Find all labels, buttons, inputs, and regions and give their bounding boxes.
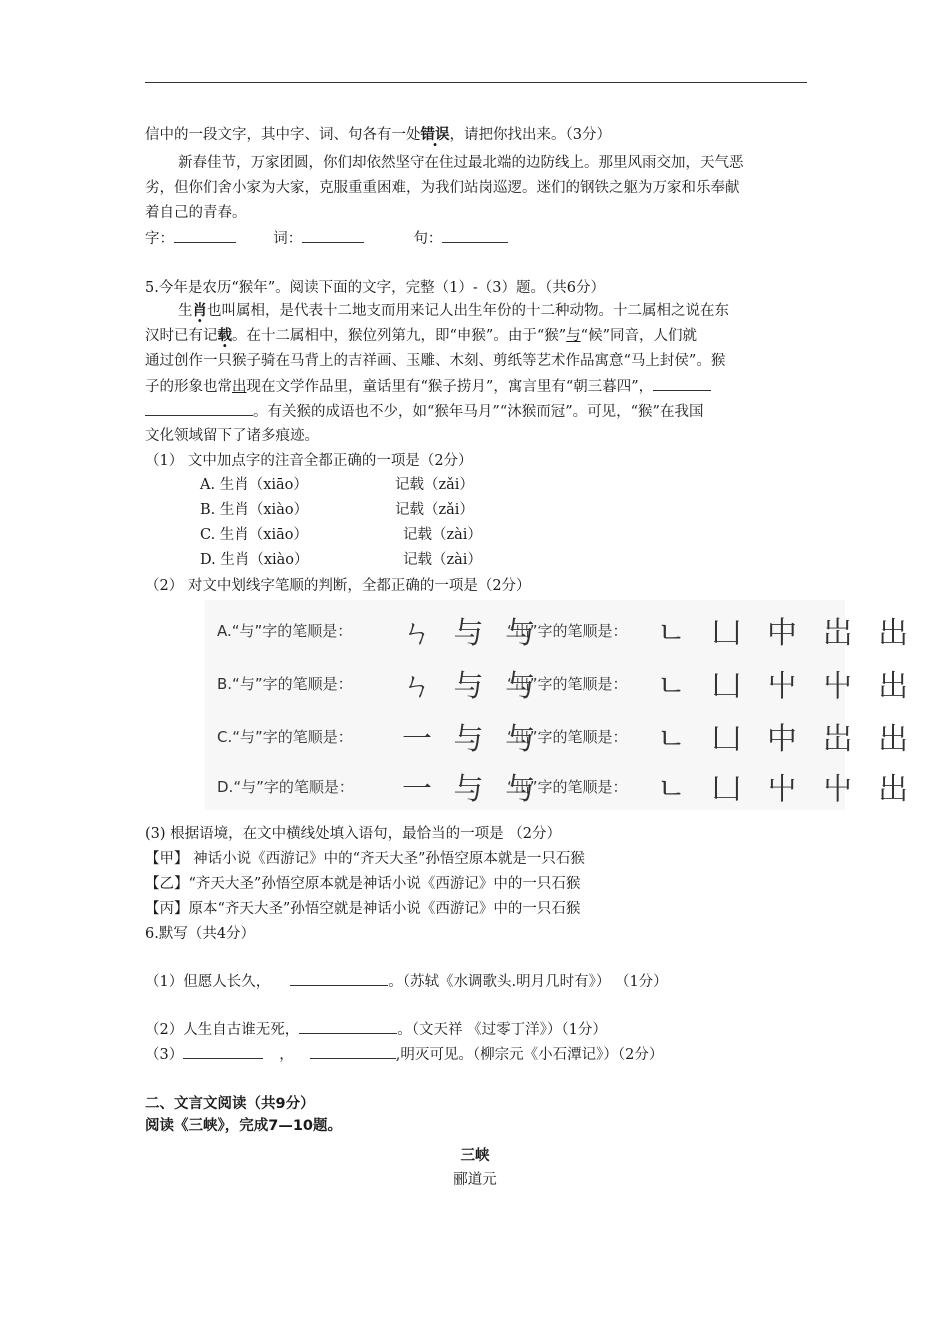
q4-paragraph-line-2: 劣，但你们舍小家为大家，克服重重困难，为我们站岗巡逻。迷们的钢铁之躯为万家和乐奉献 [145, 180, 740, 196]
header-rule [145, 82, 807, 83]
q5-sub-1: （1） 文中加点字的注音全都正确的一项是（2分） [145, 453, 473, 469]
option-yi[interactable]: 【乙】“齐天大圣”孙悟空原本就是神话小说《西游记》中的一只石猴 [145, 876, 581, 892]
q6-line-1: （1）但愿人长久， 。（苏轼《水调歌头.明月几时有》） （1分） [145, 971, 668, 992]
q4-paragraph-line-3: 着自己的青春。 [145, 205, 247, 221]
section-2-instruction: 阅读《三峡》，完成7—10题。 [145, 1118, 343, 1134]
fill-blank-1[interactable] [653, 376, 711, 391]
section-2-heading: 二、文言文阅读（共9分） [145, 1096, 315, 1112]
q5-para-line-5: 。有关猴的成语也不少，如“猴年马月”“沐猴而冠”。可见，“猴”在我国 [145, 401, 703, 422]
q4-paragraph-line-1: 新春佳节，万家团圆，你们却依然坚守在住过最北端的边防线上。那里风雨交加，天气恶 [178, 155, 744, 171]
q4-instruction: 信中的一段文字，其中字、词、句各有一处错误，请把你找出来。（3分） [145, 126, 611, 143]
q5-para-line-6: 文化领域留下了诸多痕迹。 [145, 428, 319, 444]
option-a[interactable]: A. 生肖（xiāo） 记载（zǎi） [200, 477, 474, 493]
option-c[interactable]: C. 生肖（xiāo） 记载（zài） [200, 527, 482, 543]
option-b[interactable]: B. 生肖（xiào） 记载（zǎi） [200, 502, 474, 518]
passage-title: 三峡 [460, 1148, 490, 1164]
q5-para-line-1: 生肖也叫属相，是代表十二地支而用来记人出生年份的十二种动物。十二属相之说在东 [178, 302, 729, 319]
answer-blank-ci[interactable] [302, 228, 364, 243]
stroke-order-figure: A.“与”字的笔顺是： ㄣ 与 与 “出”字的笔顺是： ㄴ 凵 中 岀 出 B.“与”字的笔顺是： ㄣ 与 与 “出”字的笔顺是： ㄴ 凵 屮 屮 出 C.“与”字的笔顺是： 一 与 与 “出”字的笔顺是： ㄴ 凵 中 岀 出 D.“与”字的笔顺是： 一 与 与 “出”字的笔顺是： ㄴ 凵 屮 屮 出 [205, 600, 845, 810]
option-jia[interactable]: 【甲】 神话小说《西游记》中的“齐天大圣”孙悟空原本就是一只石猴 [145, 851, 585, 867]
q6-line-3: （3） ， ,明灭可见。（柳宗元《小石潭记》）（2分） [145, 1044, 663, 1065]
option-d[interactable]: D. 生肖（xiào） 记载（zài） [200, 552, 482, 568]
emphasis-word: 错误 [420, 126, 450, 143]
q5-sub-3: (3) 根据语境，在文中横线处填入语句，最恰当的一项是 （2分） [145, 826, 561, 842]
q5-para-line-4: 子的形象也常出现在文学作品里，童话里有“猴子捞月”，寓言里有“朝三暮四”， [145, 376, 711, 397]
q6-line-2: （2）人生自古谁无死， 。（文天祥 《过零丁洋》）（1分） [145, 1019, 607, 1040]
fill-blank-2[interactable] [145, 401, 253, 416]
q5-title: 5.今年是农历“猴年”。阅读下面的文字，完整（1）-（3）题。（共6分） [145, 280, 605, 296]
q5-para-line-3: 通过创作一只猴子骑在马背上的吉祥画、玉雕、木刻、剪纸等艺术作品寓意“马上封侯”。猴 [145, 353, 726, 369]
q6-title: 6.默写（共4分） [145, 926, 256, 942]
passage-author: 郦道元 [453, 1172, 497, 1188]
recite-blank-1[interactable] [290, 971, 388, 986]
q4-answer-line: 字： 词： 句： [145, 228, 508, 249]
answer-blank-zi[interactable] [174, 228, 236, 243]
q5-para-line-2: 汉时已有记载。在十二属相中，猴位列第九，即“申猴”。由于“猴”与“候”同音，人们就 [145, 327, 697, 344]
answer-blank-ju[interactable] [442, 228, 508, 243]
recite-blank-3[interactable] [183, 1044, 263, 1059]
recite-blank-4[interactable] [310, 1044, 396, 1059]
q5-sub-2: （2） 对文中划线字笔顺的判断，全都正确的一项是（2分） [145, 578, 531, 594]
option-bing[interactable]: 【丙】原本“齐天大圣”孙悟空就是神话小说《西游记》中的一只石猴 [145, 901, 581, 917]
recite-blank-2[interactable] [299, 1019, 397, 1034]
